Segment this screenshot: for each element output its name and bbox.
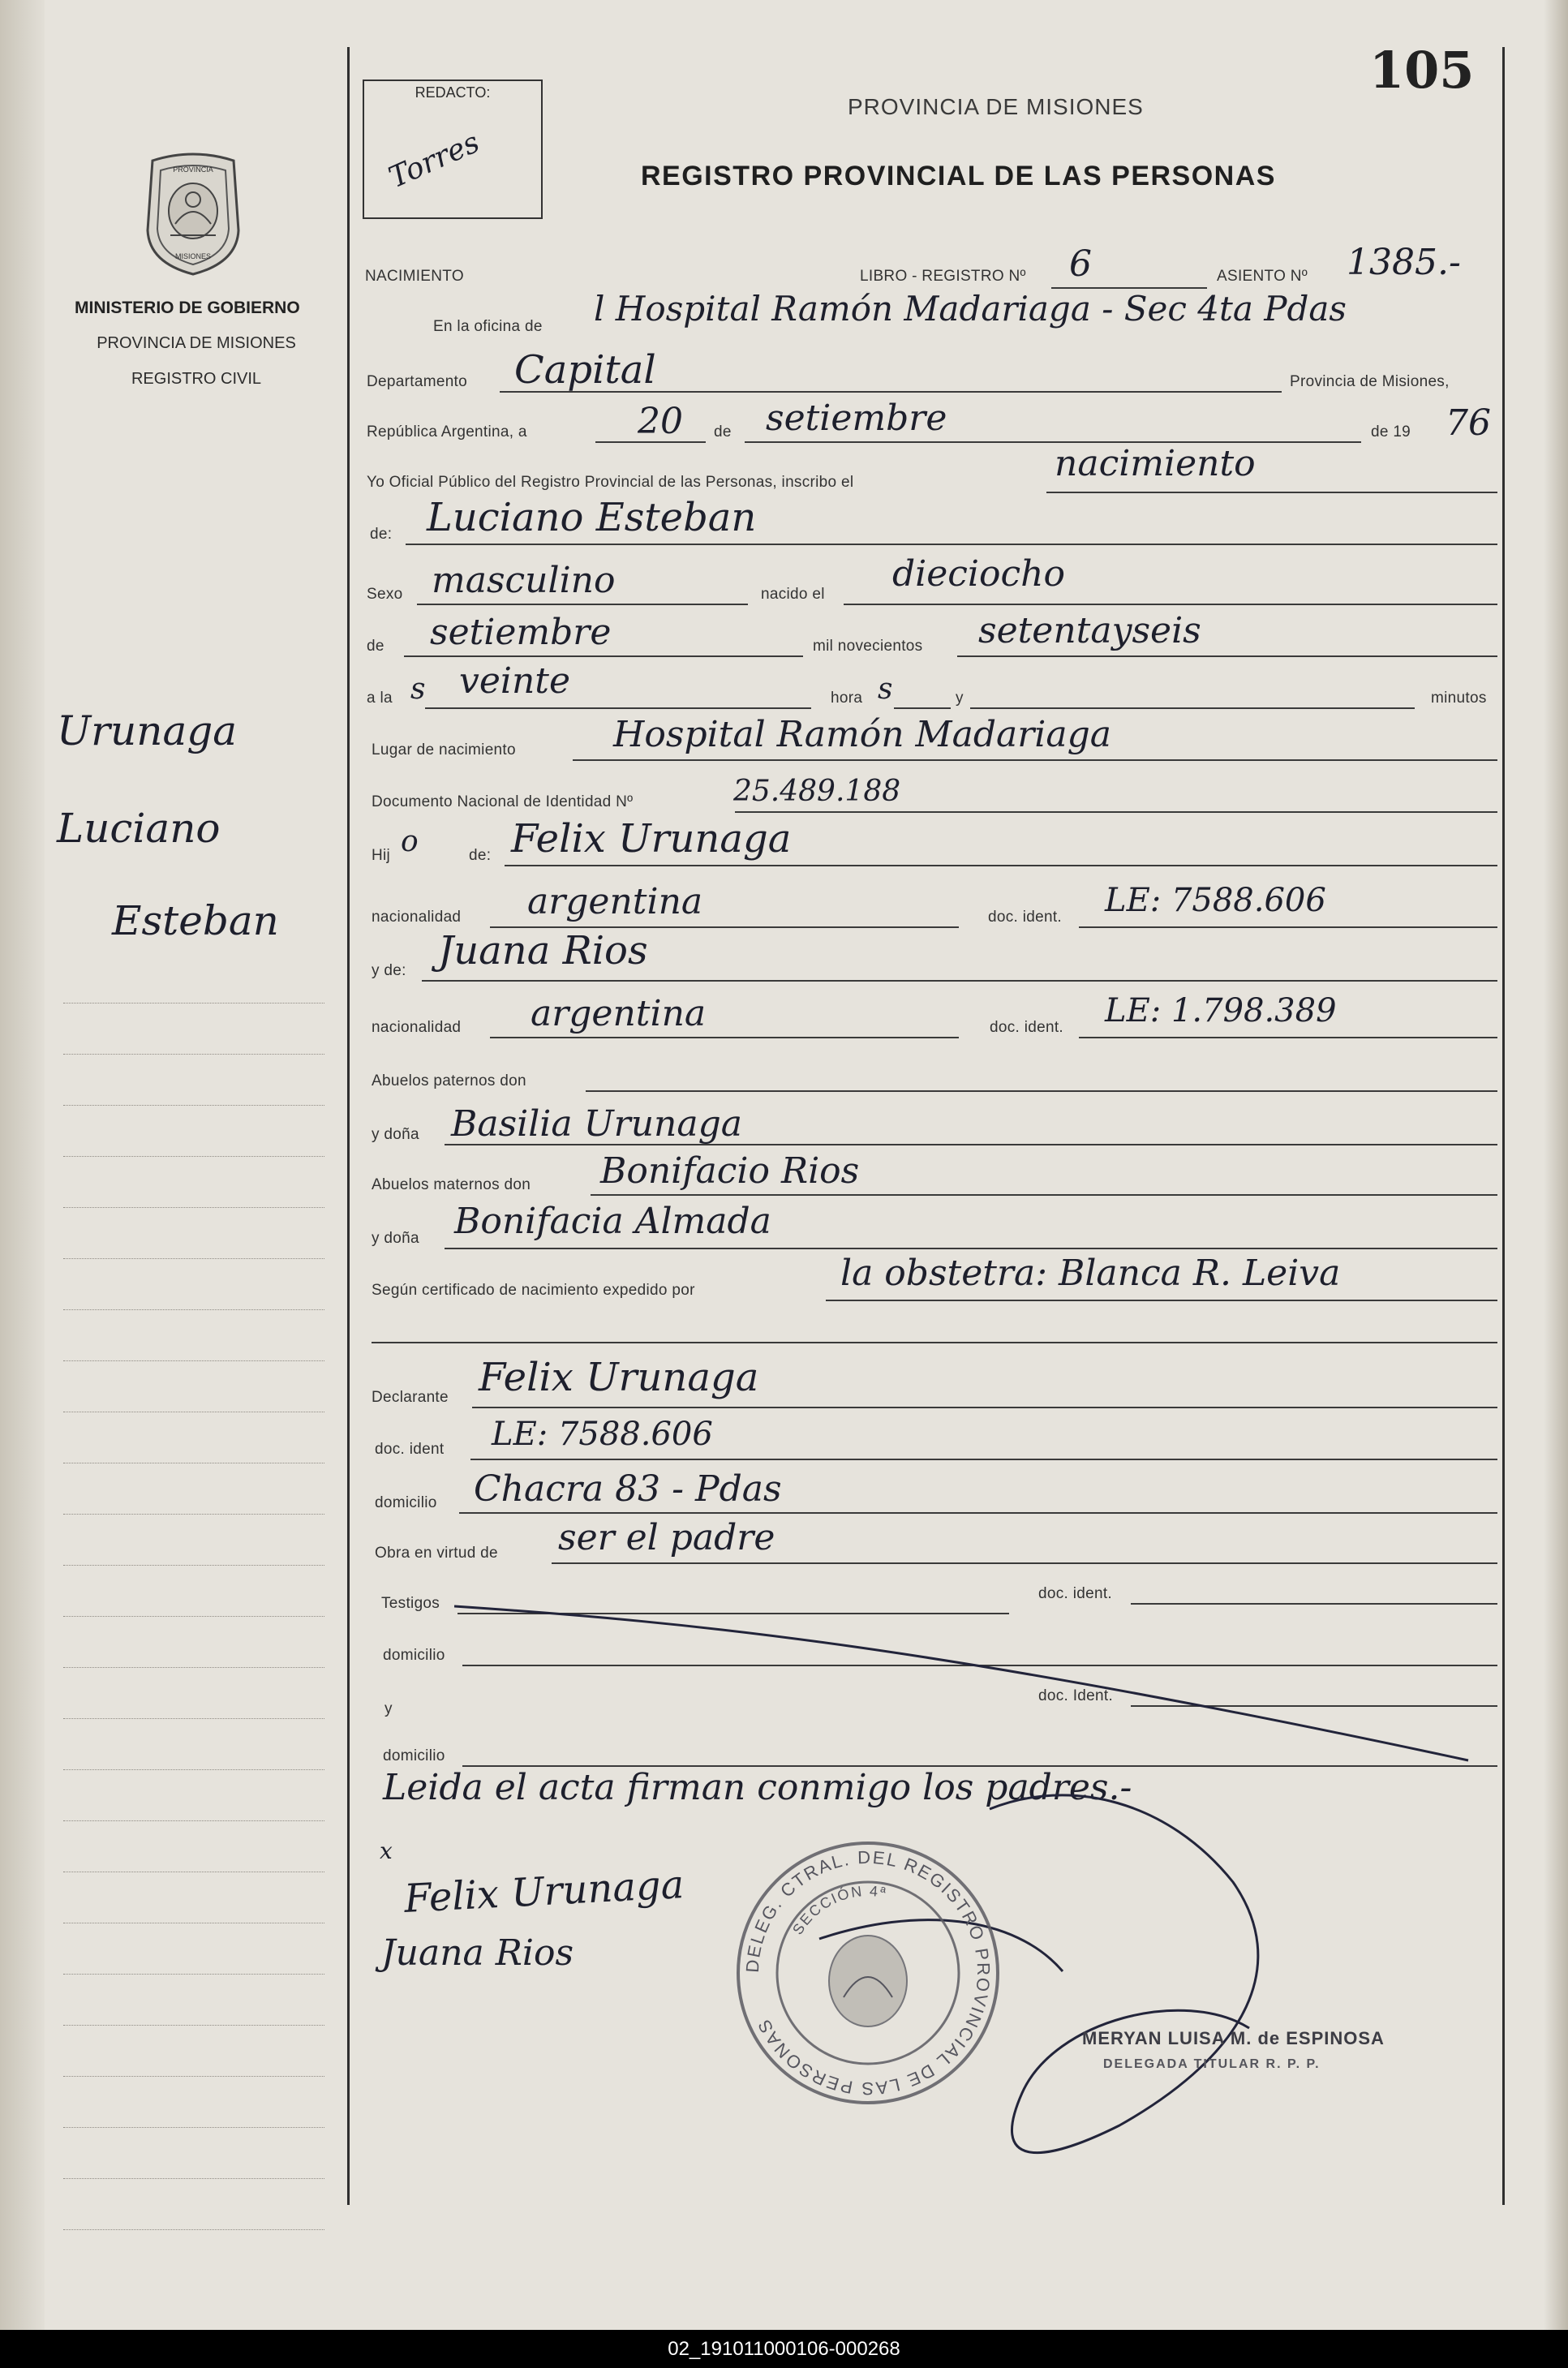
label-y-t: y	[384, 1700, 393, 1717]
line-abuelo-paterno	[586, 1090, 1497, 1092]
label-doc-ident-t2: doc. Ident.	[1038, 1687, 1114, 1704]
label-sexo: Sexo	[367, 586, 403, 603]
redacto-label: REDACTO:	[415, 84, 491, 101]
line-abuela-materna	[445, 1248, 1497, 1249]
label-yo-oficial: Yo Oficial Público del Registro Provincial de las Personas, inscribo el	[367, 474, 854, 491]
margin-rule-line	[63, 1820, 324, 1821]
value-oficina: l Hospital Ramón Madariaga - Sec 4ta Pdas	[594, 289, 1347, 329]
ministry-line2: PROVINCIA DE MISIONES	[97, 334, 296, 352]
seal-left-text-bottom: MISIONES	[174, 252, 212, 260]
label-abuelos-paternos: Abuelos paternos don	[372, 1072, 526, 1089]
value-nombre: Luciano Esteban	[427, 495, 757, 540]
value-hora: veinte	[459, 660, 571, 702]
line-dni	[735, 811, 1497, 813]
label-declarante: Declarante	[372, 1389, 449, 1406]
label-republica: República Argentina, a	[367, 423, 527, 441]
ministry-line3: REGISTRO CIVIL	[131, 370, 262, 388]
label-abuelos-maternos: Abuelos maternos don	[372, 1176, 531, 1193]
value-hora-suffix: s	[878, 673, 893, 706]
margin-note-secondname: Esteban	[112, 897, 279, 944]
value-nac-padre: argentina	[527, 881, 703, 922]
value-nacido-dia: dieciocho	[892, 553, 1065, 595]
value-doc-declarante: LE: 7588.606	[492, 1416, 713, 1453]
label-doc-ident-t1: doc. ident.	[1038, 1585, 1112, 1602]
label-y-dona1: y doña	[372, 1126, 419, 1143]
label-hora: hora	[831, 690, 863, 707]
label-segun-certificado: Según certificado de nacimiento expedido por	[372, 1282, 695, 1299]
margin-rule-line	[63, 2076, 324, 2077]
left-border-line	[347, 47, 350, 2205]
value-abuelo-materno: Bonifacio Rios	[600, 1150, 860, 1192]
line-sexo	[417, 604, 748, 605]
value-abuela-materna: Bonifacia Almada	[454, 1201, 771, 1242]
margin-rule-line	[63, 2229, 324, 2230]
margin-rule-line	[63, 1974, 324, 1975]
label-domicilio-t2: domicilio	[383, 1747, 445, 1764]
value-madre: Juana Rios	[438, 928, 648, 973]
redacto-box	[363, 80, 543, 219]
margin-rule-line	[63, 1565, 324, 1566]
margin-rule-line	[63, 2127, 324, 2128]
official-name: MERYAN LUISA M. de ESPINOSA	[1082, 2028, 1385, 2048]
header-registry: REGISTRO PROVINCIAL DE LAS PERSONAS	[641, 161, 1276, 191]
value-nac-madre: argentina	[531, 993, 707, 1034]
line-obra	[552, 1562, 1497, 1564]
right-border-line	[1502, 47, 1505, 2205]
line-doc-madre	[1079, 1037, 1497, 1038]
value-domicilio: Chacra 83 - Pdas	[474, 1468, 782, 1510]
value-declarante: Felix Urunaga	[479, 1355, 759, 1400]
label-a-la: a la	[367, 690, 393, 707]
value-certificado: la obstetra: Blanca R. Leiva	[840, 1253, 1341, 1294]
line-nombre	[406, 544, 1497, 545]
coat-of-arms-seal-icon	[136, 151, 250, 277]
line-nacido-anio	[957, 655, 1497, 657]
value-asiento: 1385.-	[1347, 242, 1461, 283]
line-lugar	[573, 759, 1497, 761]
line-abuelo-materno	[591, 1194, 1497, 1196]
line-madre	[422, 980, 1497, 982]
signature-father: Felix Urunaga	[402, 1862, 685, 1922]
label-doc-ident1: doc. ident.	[988, 909, 1062, 926]
line-hora	[425, 707, 811, 709]
line-nacido-mes	[404, 655, 803, 657]
value-abuela-paterna: Basilia Urunaga	[451, 1103, 743, 1145]
label-domicilio-t1: domicilio	[383, 1647, 445, 1664]
signature-mark: x	[380, 1837, 393, 1864]
header-province: PROVINCIA DE MISIONES	[848, 94, 1144, 119]
margin-rule-line	[63, 1156, 324, 1157]
ministry-line1: MINISTERIO DE GOBIERNO	[75, 299, 300, 317]
redacto-value: Torres	[384, 126, 485, 196]
value-dni: 25.489.188	[733, 775, 901, 808]
value-hij-suffix: o	[401, 825, 419, 858]
margin-rule-line	[63, 1667, 324, 1668]
stamp-inner-text: SECCIÓN 4ª	[789, 1882, 889, 1938]
value-obra: ser el padre	[558, 1517, 775, 1558]
line-hora-s	[894, 707, 951, 709]
margin-rule-line	[63, 1105, 324, 1106]
value-anio: 76	[1446, 402, 1491, 444]
seal-left-text-top: PROVINCIA	[173, 165, 213, 174]
label-provincia: Provincia de Misiones,	[1290, 373, 1450, 390]
line-declarante	[472, 1407, 1497, 1408]
margin-rule-line	[63, 1207, 324, 1208]
label-nacionalidad2: nacionalidad	[372, 1019, 462, 1036]
value-hora-prefix: s	[410, 673, 426, 706]
label-y-de: y de:	[372, 962, 406, 979]
value-doc-padre: LE: 7588.606	[1105, 882, 1326, 919]
value-padre: Felix Urunaga	[511, 816, 792, 862]
margin-rule-line	[63, 1718, 324, 1719]
label-lugar: Lugar de nacimiento	[372, 741, 516, 759]
margin-note-firstname: Luciano	[57, 805, 221, 852]
label-de-anio: de 19	[1371, 423, 1411, 441]
label-nacionalidad1: nacionalidad	[372, 909, 462, 926]
label-asiento: ASIENTO Nº	[1217, 268, 1308, 285]
margin-rule-line	[63, 1309, 324, 1310]
label-nacido-el: nacido el	[761, 586, 825, 603]
label-y: y	[956, 690, 964, 707]
label-mil-novecientos: mil novecientos	[813, 638, 923, 655]
value-departamento: Capital	[514, 347, 656, 393]
svg-text:SECCIÓN 4ª	[789, 1883, 888, 1937]
label-de-mes2: de	[367, 638, 384, 655]
line-nacido-dia	[844, 604, 1497, 605]
official-title: DELEGADA TITULAR R. P. P.	[1103, 2057, 1321, 2071]
line-minutos	[970, 707, 1415, 709]
image-caption: 02_191011000106-000268	[0, 2330, 1568, 2368]
label-de-mes: de	[714, 423, 732, 441]
margin-rule-line	[63, 1514, 324, 1515]
margin-rule-line	[63, 1769, 324, 1770]
value-sexo: masculino	[432, 560, 616, 601]
label-domicilio-decl: domicilio	[375, 1494, 437, 1511]
label-hij: Hij	[372, 847, 391, 864]
label-de-padre: de:	[469, 847, 492, 864]
value-lugar: Hospital Ramón Madariaga	[613, 714, 1111, 755]
margin-note-surname: Urunaga	[57, 707, 238, 754]
value-dia: 20	[638, 401, 683, 442]
value-libro: 6	[1069, 243, 1092, 285]
label-departamento: Departamento	[367, 373, 468, 390]
label-oficina: En la oficina de	[433, 318, 543, 335]
label-doc-ident2: doc. ident.	[990, 1019, 1063, 1036]
value-nacido-anio: setentayseis	[978, 610, 1201, 651]
signature-mother: Juana Rios	[381, 1932, 574, 1974]
value-mes: setiembre	[766, 398, 947, 439]
margin-rule-line	[63, 1054, 324, 1055]
label-y-dona2: y doña	[372, 1230, 419, 1247]
page-number: 105	[1369, 41, 1475, 100]
label-dni: Documento Nacional de Identidad Nº	[372, 793, 634, 810]
label-testigos: Testigos	[381, 1595, 440, 1612]
label-obra: Obra en virtud de	[375, 1545, 498, 1562]
label-doc-ident-decl: doc. ident	[375, 1441, 445, 1458]
line-mes	[745, 441, 1361, 443]
value-nacido-mes: setiembre	[430, 612, 612, 653]
witness-strike-line	[454, 1590, 1476, 1777]
closing-statement: Leida el acta firman conmigo los padres.-	[383, 1767, 1132, 1808]
line-doc-declarante	[470, 1459, 1497, 1460]
margin-rule-line	[63, 1616, 324, 1617]
value-doc-madre: LE: 1.798.389	[1105, 992, 1337, 1029]
line-certificado-2	[372, 1342, 1497, 1343]
margin-rule-line	[63, 1360, 324, 1361]
stamp-outer-text: DELEG. CTRAL. DEL REGISTRO PROVINCIAL DE LAS PERSONAS	[741, 1846, 994, 2099]
line-padre	[505, 865, 1497, 866]
line-inscribo	[1046, 492, 1497, 493]
label-de-nombre: de:	[370, 526, 393, 543]
line-nac-madre	[490, 1037, 959, 1038]
line-certificado	[826, 1300, 1497, 1301]
official-stamp-icon	[730, 1835, 1006, 2111]
line-domicilio	[459, 1512, 1497, 1514]
margin-rule-line	[63, 1258, 324, 1259]
label-nacimiento: NACIMIENTO	[365, 268, 464, 285]
label-libro-registro: LIBRO - REGISTRO Nº	[860, 268, 1026, 285]
margin-rule-line	[63, 2025, 324, 2026]
line-doc-padre	[1079, 926, 1497, 928]
label-minutos: minutos	[1431, 690, 1487, 707]
value-inscribo: nacimiento	[1055, 443, 1256, 484]
margin-rule-line	[63, 2178, 324, 2179]
